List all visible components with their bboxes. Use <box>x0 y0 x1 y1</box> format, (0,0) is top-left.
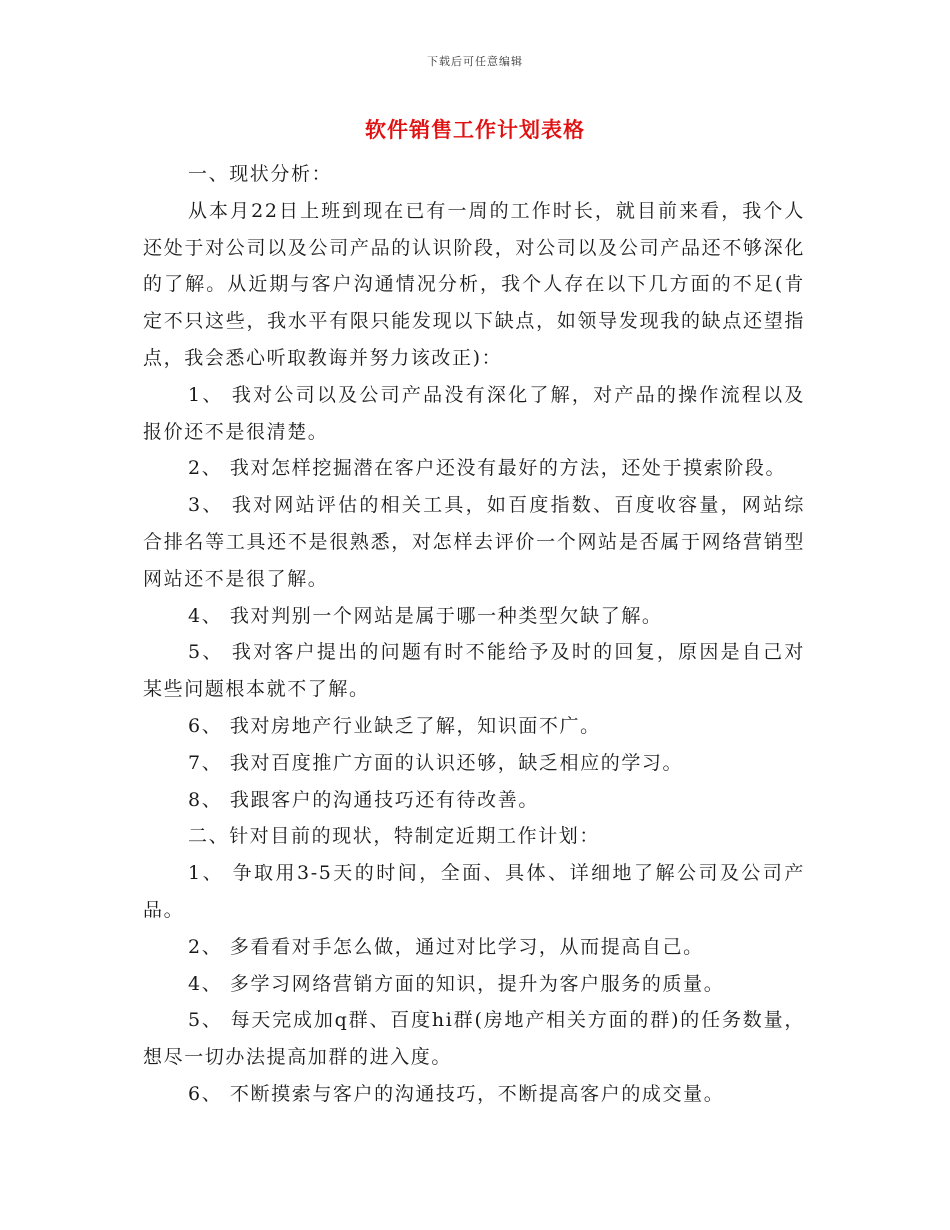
list-item-8: 8、 我跟客户的沟通技巧还有待改善。 <box>188 788 539 811</box>
plan-item-1: 1、 争取用3-5天的时间，全面、具体、详细地了解公司及公司产品。 <box>143 862 805 921</box>
list-item-3: 3、 我对网站评估的相关工具，如百度指数、百度收容量，网站综合排名等工具还不是很熟悉，对怎样去评价一个网站是否属于网络营销型网站还不是很了解。 <box>143 494 805 590</box>
section-heading-status: 一、现状分析： <box>188 163 333 185</box>
plan-item-6: 6、 不断摸索与客户的沟通技巧，不断提高客户的成交量。 <box>188 1082 725 1105</box>
list-item-6: 6、 我对房地产行业缺乏了解，知识面不广。 <box>188 714 601 737</box>
list-item-1: 1、 我对公司以及公司产品没有深化了解，对产品的操作流程以及报价还不是很清楚。 <box>143 383 805 443</box>
document-title: 软件销售工作计划表格 <box>365 117 585 142</box>
plan-item-5: 5、 每天完成加q群、百度hi群(房地产相关方面的群)的任务数量，想尽一切办法提高加群的进入度。 <box>143 1009 805 1069</box>
list-item-5: 5、 我对客户提出的问题有时不能给予及时的回复，原因是自己对某些问题根本就不了解。 <box>143 641 805 701</box>
section-heading-plan: 二、针对目前的现状，特制定近期工作计划： <box>188 825 601 848</box>
list-item-7: 7、 我对百度推广方面的认识还够，缺乏相应的学习。 <box>188 751 684 774</box>
document-body <box>143 156 805 1113</box>
plan-item-2: 2、 多看看对手怎么做，通过对比学习，从而提高自己。 <box>188 935 704 958</box>
list-item-4: 4、 我对判别一个网站是属于哪一种类型欠缺了解。 <box>188 604 663 627</box>
header-note: 下载后可任意编辑 <box>427 55 523 68</box>
plan-item-4: 4、 多学习网络营销方面的知识，提升为客户服务的质量。 <box>188 972 725 995</box>
list-item-2: 2、 我对怎样挖掘潜在客户还没有最好的方法，还处于摸索阶段。 <box>188 457 787 480</box>
intro-paragraph: 从本月22日上班到现在已有一周的工作时长，就目前来看，我个人还处于对公司以及公司产品的认识阶段，对公司以及公司产品还不够深化的了解。从近期与客户沟通情况分析，我个人存在以下几方面的不足(肯定不只这些，我水平有限只能发现以下缺点，如领导发现我的缺点还望指点，我会悉心听取教诲并努力该改正)： <box>143 199 805 369</box>
